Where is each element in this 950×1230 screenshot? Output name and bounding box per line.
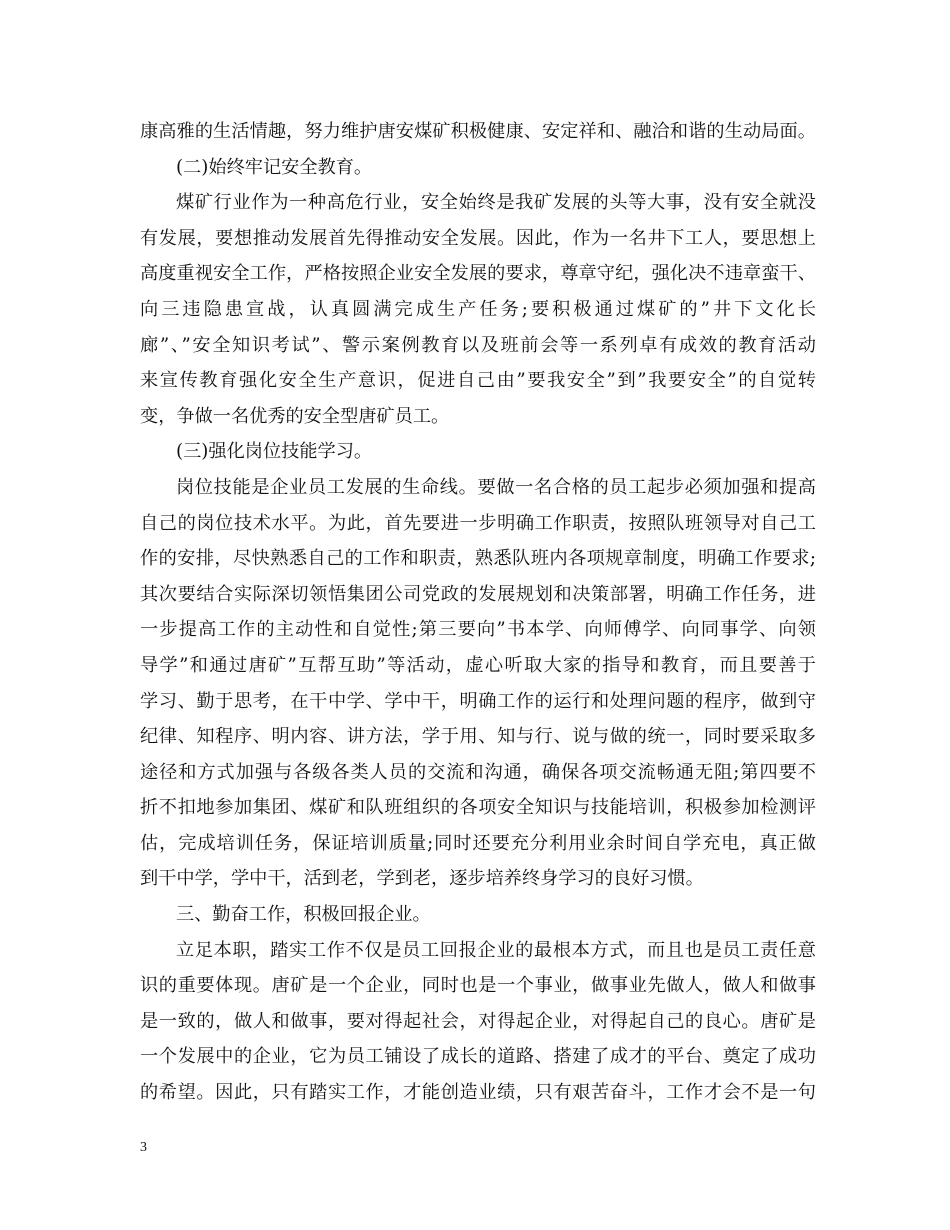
text-line: 是一致的，做人和做事，要对得起社会，对得起企业，对得起自己的良心。唐矿是 bbox=[140, 1010, 816, 1032]
section-heading: (三)强化岗位技能学习。 bbox=[176, 441, 373, 463]
text-line: 作的安排，尽快熟悉自己的工作和职责，熟悉队班内各项规章制度，明确工作要求; bbox=[140, 548, 816, 570]
text-line: 廊”、”安全知识考试”、警示案例教育以及班前会等一系列卓有成效的教育活动 bbox=[140, 334, 816, 356]
text-line: 一个发展中的企业，它为员工铺设了成长的道路、搭建了成才的平台、奠定了成功 bbox=[140, 1046, 816, 1068]
text-line: 导学”和通过唐矿”互帮互助”等活动，虚心听取大家的指导和教育，而且要善于 bbox=[140, 654, 816, 676]
text-line: 立足本职，踏实工作不仅是员工回报企业的最根本方式，而且也是员工责任意 bbox=[176, 939, 816, 961]
text-line: 到干中学，学中干，活到老，学到老，逐步培养终身学习的良好习惯。 bbox=[140, 868, 704, 890]
section-heading: 三、勤奋工作，积极回报企业。 bbox=[176, 904, 431, 926]
text-line: 自己的岗位技术水平。为此，首先要进一步明确工作职责，按照队班领导对自己工 bbox=[140, 512, 816, 534]
text-line: 岗位技能是企业员工发展的生命线。要做一名合格的员工起步必须加强和提高 bbox=[176, 476, 816, 498]
text-line: 学习、勤于思考，在干中学、学中干，明确工作的运行和处理问题的程序，做到守 bbox=[140, 690, 816, 712]
page-number: 3 bbox=[140, 1140, 147, 1155]
text-line: 折不扣地参加集团、煤矿和队班组织的各项安全知识与技能培训，积极参加检测评 bbox=[140, 797, 816, 819]
text-line: 高度重视安全工作，严格按照企业安全发展的要求，尊章守纪，强化决不违章蛮干、 bbox=[140, 263, 816, 285]
text-line: 一步提高工作的主动性和自觉性;第三要向”书本学、向师傅学、向同事学、向领 bbox=[140, 619, 816, 641]
body-text bbox=[140, 114, 816, 1111]
text-line: 来宣传教育强化安全生产意识，促进自己由”要我安全”到”我要安全”的自觉转 bbox=[140, 370, 816, 392]
text-line: 向三违隐患宣战，认真圆满完成生产任务;要积极通过煤矿的”井下文化长 bbox=[140, 298, 816, 320]
text-line: 估，完成培训任务，保证培训质量;同时还要充分利用业余时间自学充电，真正做 bbox=[140, 832, 816, 854]
text-line: 煤矿行业作为一种高危行业，安全始终是我矿发展的头等大事，没有安全就没 bbox=[176, 192, 816, 214]
text-line: 的希望。因此，只有踏实工作，才能创造业绩，只有艰苦奋斗，工作才会不是一句 bbox=[140, 1082, 816, 1104]
text-line: 有发展，要想推动发展首先得推动安全发展。因此，作为一名井下工人，要思想上 bbox=[140, 227, 816, 249]
text-line: 变，争做一名优秀的安全型唐矿员工。 bbox=[140, 405, 450, 427]
text-line: 纪律、知程序、明内容、讲方法，学于用、知与行、说与做的统一，同时要采取多 bbox=[140, 726, 816, 748]
text-line: 识的重要体现。唐矿是一个企业，同时也是一个事业，做事业先做人，做人和做事 bbox=[140, 975, 816, 997]
text-line: 其次要结合实际深切领悟集团公司党政的发展规划和决策部署，明确工作任务，进 bbox=[140, 583, 816, 605]
section-heading: (二)始终牢记安全教育。 bbox=[176, 156, 373, 178]
text-line: 途径和方式加强与各级各类人员的交流和沟通，确保各项交流畅通无阻;第四要不 bbox=[140, 761, 816, 783]
text-line: 康高雅的生活情趣，努力维护唐安煤矿积极健康、安定祥和、融洽和谐的生动局面。 bbox=[140, 121, 816, 142]
